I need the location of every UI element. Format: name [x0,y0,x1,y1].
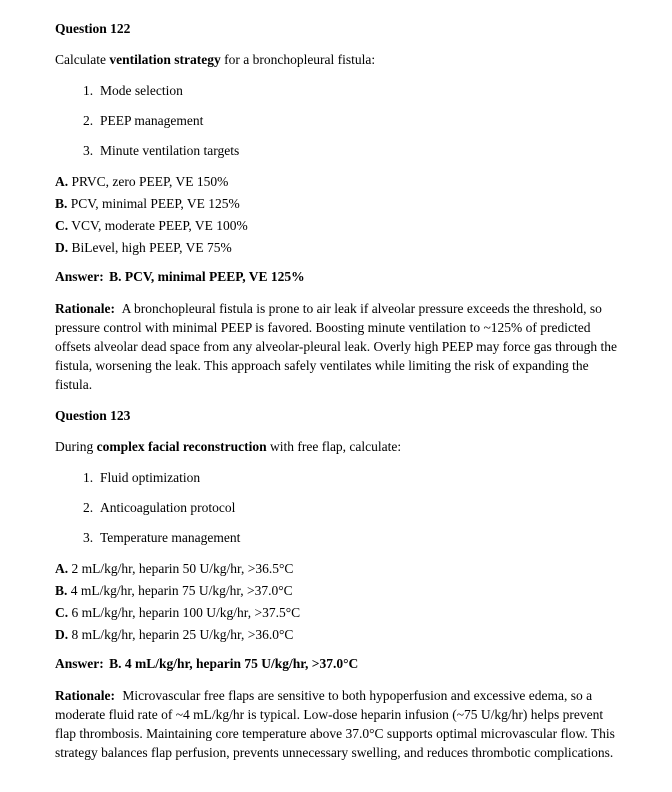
option-line-d [55,237,622,259]
option-letter: C. [55,605,69,620]
list-number: 2. [83,500,94,515]
prompt-bold-phrase: complex facial reconstruction [96,439,267,454]
answer-line [55,267,622,286]
option-line-b [55,193,622,215]
list-item-text: PEEP management [100,113,204,128]
option-line-a [55,558,622,580]
list-number: 1. [83,83,94,98]
answer-label: Answer: [55,656,104,671]
option-line-c [55,602,622,624]
list-item [55,81,622,100]
option-line-a [55,171,622,193]
option-letter: D. [55,627,69,642]
option-letter: C. [55,218,69,233]
prompt-prefix: During [55,439,94,454]
rationale-label: Rationale: [55,301,115,316]
option-line-b [55,580,622,602]
option-text: PCV, minimal PEEP, VE 125% [70,196,240,211]
prompt-suffix: with free flap, calculate: [269,439,402,454]
option-text: 8 mL/kg/hr, heparin 25 U/kg/hr, >36.0°C [71,627,294,642]
list-item [55,111,622,130]
list-number: 3. [83,530,94,545]
list-number: 2. [83,113,94,128]
question-prompt [55,437,622,456]
numbered-list [55,468,622,547]
rationale-paragraph [55,686,622,762]
answer-text: B. 4 mL/kg/hr, heparin 75 U/kg/hr, >37.0°C [109,656,359,671]
answer-label: Answer: [55,269,104,284]
list-number: 3. [83,143,94,158]
options-list [55,558,622,646]
numbered-list [55,81,622,160]
list-item-text: Mode selection [100,83,183,98]
question-block-123 [55,407,622,762]
option-line-d [55,624,622,646]
prompt-bold-phrase: ventilation strategy [109,52,221,67]
question-prompt [55,50,622,69]
option-text: PRVC, zero PEEP, VE 150% [71,174,229,189]
option-letter: B. [55,583,68,598]
list-item [55,141,622,160]
option-letter: A. [55,561,69,576]
list-number: 1. [83,470,94,485]
option-text: 6 mL/kg/hr, heparin 100 U/kg/hr, >37.5°C [71,605,301,620]
option-letter: D. [55,240,69,255]
option-text: 2 mL/kg/hr, heparin 50 U/kg/hr, >36.5°C [71,561,294,576]
option-text: VCV, moderate PEEP, VE 100% [71,218,248,233]
answer-line [55,654,622,673]
answer-text: B. PCV, minimal PEEP, VE 125% [109,269,305,284]
list-item-text: Temperature management [100,530,241,545]
list-item-text: Fluid optimization [100,470,201,485]
question-heading: Question 123 [55,408,131,423]
question-block-122 [55,20,622,394]
list-item-text: Anticoagulation protocol [100,500,236,515]
list-item [55,468,622,487]
option-text: 4 mL/kg/hr, heparin 75 U/kg/hr, >37.0°C [70,583,293,598]
option-letter: B. [55,196,68,211]
list-item [55,528,622,547]
rationale-text: Microvascular free flaps are sensitive to both hypoperfusion and excessive edema, so a moderate fluid rate of ~4 mL/kg/hr is typical. Low-dose heparin infusion (~75 U/kg/hr) helps prevent flap thrombosis. Maintaining core temperature above 37.0°C supports optimal microvascular flow. This strategy balances flap perfusion, prevents unnecessary swelling, and reduces thrombotic complications. [55,688,615,760]
option-line-c [55,215,622,237]
options-list [55,171,622,259]
option-letter: A. [55,174,69,189]
list-item-text: Minute ventilation targets [100,143,240,158]
prompt-suffix: for a bronchopleural fistula: [224,52,376,67]
rationale-label: Rationale: [55,688,115,703]
prompt-prefix: Calculate [55,52,106,67]
question-heading: Question 122 [55,21,131,36]
option-text: BiLevel, high PEEP, VE 75% [71,240,232,255]
rationale-paragraph [55,299,622,394]
list-item [55,498,622,517]
rationale-text: A bronchopleural fistula is prone to air leak if alveolar pressure exceeds the threshold, so pressure control with minimal PEEP is favored. Boosting minute ventilation to ~125% of predicted offsets alveolar dead space from any alveolar-pleural leak. Overly high PEEP may force gas through the fistula, worsening the leak. This approach safely ventilates while limiting the risk of expanding the fistula. [55,301,618,392]
